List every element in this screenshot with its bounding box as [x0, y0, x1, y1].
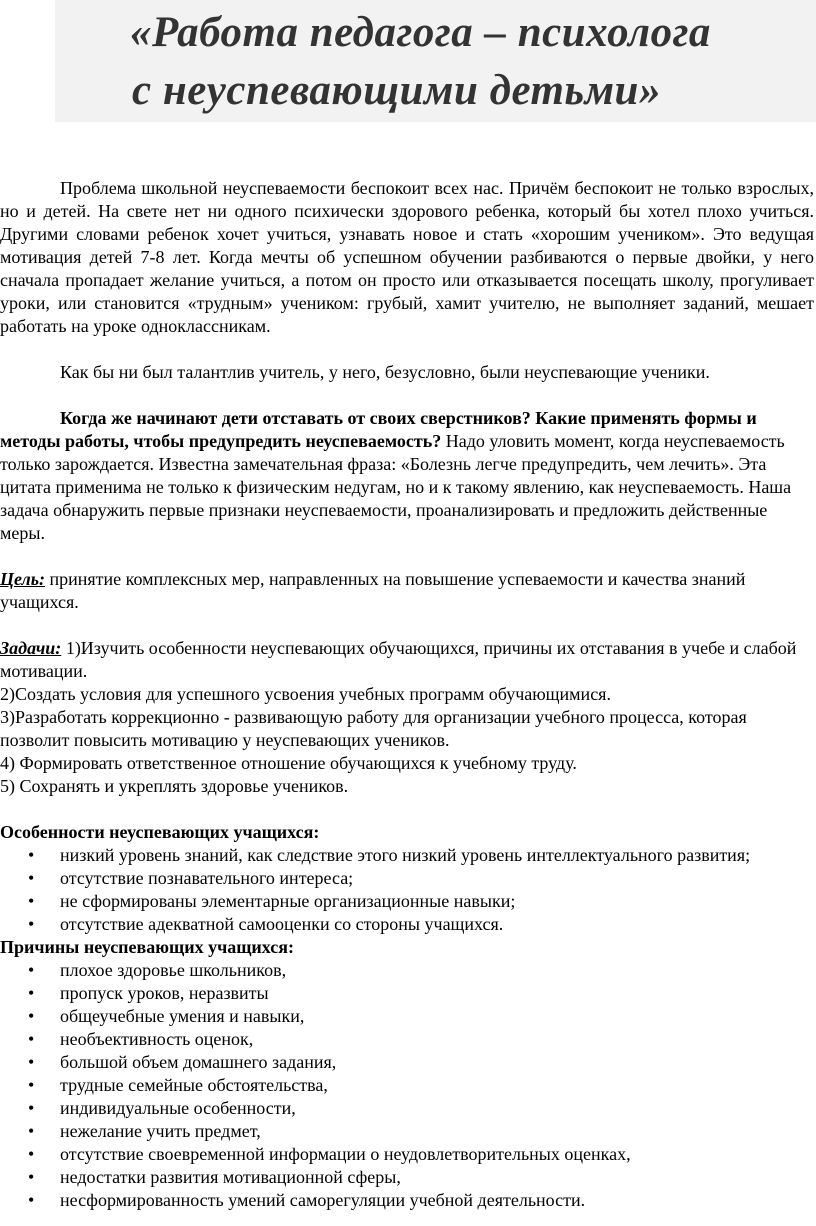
question-bold-text: Когда же начинают дети отставать от своих сверстников? Какие применять формы и методы работы, чтобы предупредить неуспеваемость? — [0, 408, 757, 451]
list-item: • необъективность оценок, — [28, 1029, 254, 1049]
list-item: • несформированность умений саморегуляции учебной деятельности. — [28, 1190, 586, 1210]
causes-heading: Причины неуспевающих учащихся: — [0, 937, 295, 957]
list-item: • большой объем домашнего задания, — [28, 1052, 337, 1072]
list-item: • недостатки развития мотивационной сферы, — [28, 1167, 401, 1187]
bullet-icon: • — [28, 1098, 35, 1118]
bullet-icon: • — [28, 1121, 35, 1141]
question-paragraph — [0, 407, 814, 545]
question-rest-text: Надо уловить момент, когда неуспеваемость только зарождается. Известна замечательная фраза: «Болезнь легче предупредить, чем лечить». Эта цитата применима не только к физическим недугам, но и к такому явлению, как неуспеваемость. Наша задача обнаружить первые признаки неуспеваемости, проанализировать и предложить действенные меры. — [0, 431, 792, 543]
list-item: • трудные семейные обстоятельства, — [28, 1075, 328, 1095]
features-list — [0, 844, 814, 936]
document-title — [130, 4, 810, 120]
bullet-icon: • — [28, 868, 35, 888]
list-item: • индивидуальные особенности, — [28, 1098, 296, 1118]
list-item: • отсутствие адекватной самооценки со стороны учащихся. — [28, 914, 504, 934]
list-item: • отсутствие познавательного интереса; — [28, 868, 354, 888]
bullet-icon: • — [28, 983, 35, 1003]
tasks-label: Задачи: — [0, 638, 62, 658]
goal-text: принятие комплексных мер, направленных на повышение успеваемости и качества знаний учащихся. — [0, 569, 746, 612]
bullet-icon: • — [28, 1052, 35, 1072]
title-line-1: «Работа педагога – психолога — [130, 9, 711, 56]
bullet-icon: • — [28, 1167, 35, 1187]
task-item-5: 5) Сохранять и укреплять здоровье учеников. — [0, 776, 349, 796]
bullet-icon: • — [28, 1029, 35, 1049]
intro-paragraph: Проблема школьной неуспеваемости беспокоит всех нас. Причём беспокоит не только взрослых, но и детей. На свете нет ни одного психически здорового ребенка, который бы хотел плохо учиться. Другими словами ребенок хочет учиться, узнавать новое и стать «хорошим учеником». Это ведущая мотивация детей 7-8 лет. Когда мечты об успешном обучении разбиваются о первые двойки, у него сначала пропадает желание учиться, а потом он просто или отказывается посещать школу, прогуливает уроки, или становится «трудным» учеником: грубый, хамит учителю, не выполняет заданий, мешает работать на уроке одноклассникам. — [0, 178, 814, 336]
features-heading: Особенности неуспевающих учащихся: — [0, 822, 320, 842]
task-item-2: 2)Создать условия для успешного усвоения учебных программ обучающимися. — [0, 684, 611, 704]
title-line-2: с неуспевающими детьми» — [132, 67, 661, 114]
goal-label: Цель: — [0, 569, 45, 589]
task-text-1: 1)Изучить особенности неуспевающих обучающихся, причины их отставания в учебе и слабой мотивации. — [0, 638, 797, 681]
talent-paragraph: Как бы ни был талантлив учитель, у него, безусловно, были неуспевающие ученики. — [60, 362, 710, 382]
bullet-icon: • — [28, 1144, 35, 1164]
bullet-icon: • — [28, 1190, 35, 1210]
document-body — [0, 177, 814, 1212]
tasks-section — [0, 637, 814, 798]
bullet-icon: • — [28, 1075, 35, 1095]
list-item: • не сформированы элементарные организационные навыки; — [28, 891, 516, 911]
bullet-icon: • — [28, 1006, 35, 1026]
bullet-icon: • — [28, 914, 35, 934]
causes-list — [0, 959, 814, 1212]
task-item-4: 4) Формировать ответственное отношение обучающихся к учебному труду. — [0, 753, 577, 773]
list-item: • отсутствие своевременной информации о неудовлетворительных оценках, — [28, 1144, 631, 1164]
list-item: • общеучебные умения и навыки, — [28, 1006, 305, 1026]
bullet-icon: • — [28, 960, 35, 980]
list-item: • пропуск уроков, неразвиты — [28, 983, 269, 1003]
list-item: • плохое здоровье школьников, — [28, 960, 287, 980]
bullet-icon: • — [28, 891, 35, 911]
goal-paragraph — [0, 568, 814, 614]
bullet-icon: • — [28, 845, 35, 865]
list-item: • нежелание учить предмет, — [28, 1121, 261, 1141]
task-item-1 — [0, 637, 814, 683]
list-item: • низкий уровень знаний, как следствие этого низкий уровень интеллектуального развития; — [28, 845, 751, 865]
task-item-3: 3)Разработать коррекционно - развивающую работу для организации учебного процесса, которая позволит повысить мотивацию у неуспевающих учеников. — [0, 707, 747, 750]
